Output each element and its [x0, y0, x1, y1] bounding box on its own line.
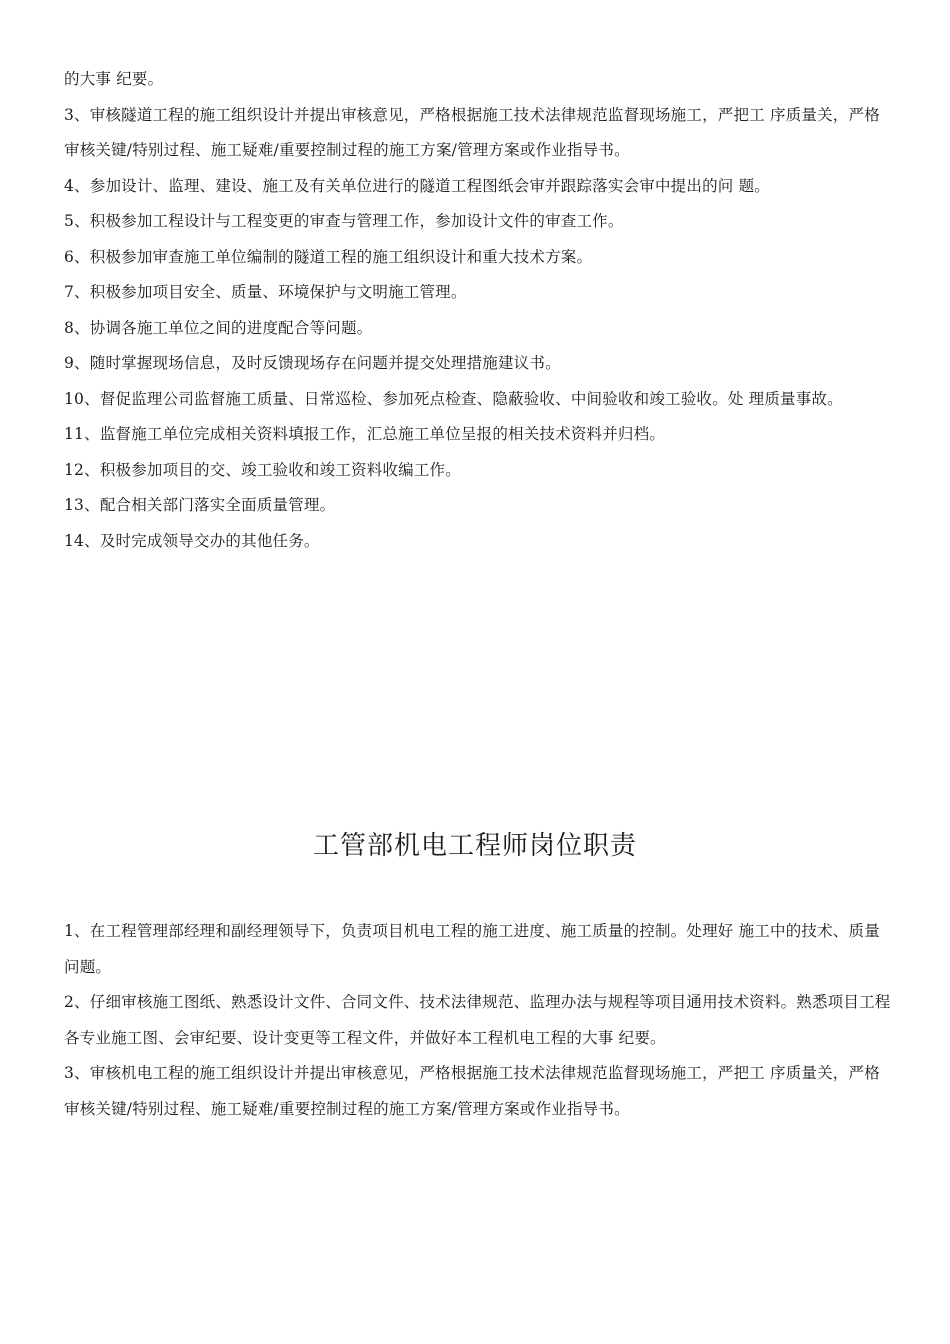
duty-paragraph: 13、配合相关部门落实全面质量管理。 [64, 496, 336, 514]
duty-paragraph: 2、仔细审核施工图纸、熟悉设计文件、合同文件、技术法律规范、监理办法与规程等项目通用技术资料。熟悉项目工程各专业施工图、会审纪要、设计变更等工程文件，并做好本工程机电工程的大事 纪要。 [64, 993, 891, 1047]
duty-paragraph: 4、参加设计、监理、建设、施工及有关单位进行的隧道工程图纸会审并跟踪落实会审中提出的问 题。 [64, 176, 770, 195]
duty-paragraph: 7、积极参加项目安全、质量、环境保护与文明施工管理。 [64, 283, 467, 301]
duty-paragraph: 5、积极参加工程设计与工程变更的审查与管理工作，参加设计文件的审查工作。 [64, 212, 624, 230]
duties-list-continued [64, 62, 894, 559]
duty-paragraph: 11、监督施工单位完成相关资料填报工作，汇总施工单位呈报的相关技术资料并归档。 [64, 425, 666, 443]
duty-paragraph: 12、积极参加项目的交、竣工验收和竣工资料收编工作。 [64, 460, 461, 479]
duty-paragraph: 3、审核机电工程的施工组织设计并提出审核意见，严格根据施工技术法律规范监督现场施工，严把工 序质量关，严格审核关键/特别过程、施工疑难/重要控制过程的施工方案/管理方案或作业指导书。 [64, 1064, 880, 1118]
section-title: 工管部机电工程师岗位职责 [312, 831, 637, 861]
duty-paragraph: 6、积极参加审查施工单位编制的隧道工程的施工组织设计和重大技术方案。 [64, 247, 593, 266]
duty-paragraph: 1、在工程管理部经理和副经理领导下，负责项目机电工程的施工进度、施工质量的控制。处理好 施工中的技术、质量问题。 [64, 922, 880, 976]
duty-paragraph: 的大事 纪要。 [64, 70, 164, 88]
duty-paragraph: 3、审核隧道工程的施工组织设计并提出审核意见，严格根据施工技术法律规范监督现场施工，严把工 序质量关，严格审核关键/特别过程、施工疑难/重要控制过程的施工方案/管理方案或作业指导书。 [64, 105, 880, 159]
duty-paragraph: 10、督促监理公司监督施工质量、日常巡检、参加死点检查、隐蔽验收、中间验收和竣工验收。处 理质量事故。 [64, 389, 843, 408]
duty-paragraph: 14、及时完成领导交办的其他任务。 [64, 531, 320, 550]
duty-paragraph: 9、随时掌握现场信息，及时反馈现场存在问题并提交处理措施建议书。 [64, 354, 561, 372]
mep-engineer-duties-list [64, 914, 894, 1127]
duty-paragraph: 8、协调各施工单位之间的进度配合等问题。 [64, 318, 373, 337]
